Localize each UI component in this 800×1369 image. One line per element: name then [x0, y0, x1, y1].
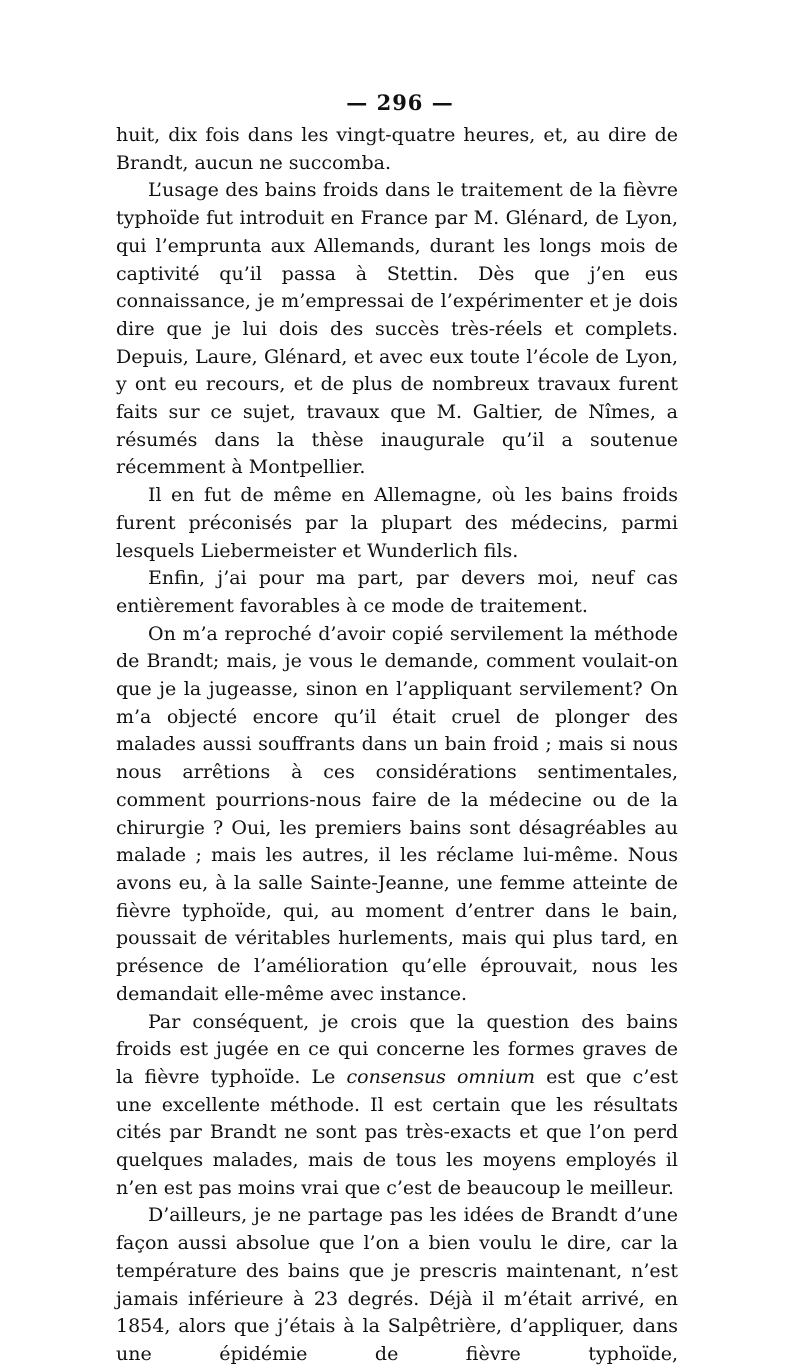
paragraph-4: Enfin, j’ai pour ma part, par devers moi, neuf cas entièrement favorables à ce mode de traitement.	[116, 567, 678, 617]
latin-phrase: consensus omnium	[346, 1065, 535, 1088]
paragraph-2: L’usage des bains froids dans le traitement de la fièvre typhoïde fut introduit en France par M. Glénard, de Lyon, qui l’emprunta aux Allemands, durant les longs mois de captivité qu’il passa à Stettin. Dès que j’en eus connaissance, je m’empressai de l’expérimenter et je dois dire que je lui dois des succès très-réels et complets. Depuis, Laure, Glénard, et avec eux toute l’école de Lyon, y ont eu recours, et de plus de nombreux travaux furent faits sur ce sujet, travaux que M. Galtier, de Nîmes, a résumés dans la thèse inaugurale qu’il a soutenue récemment à Montpellier.	[116, 179, 678, 479]
paragraph-6: Par conséquent, je crois que la question des bains froids est jugée en ce qui concerne les formes graves de la fièvre typhoïde. Le consensus omnium est que c’est une excellente méthode. Il est certain que les résultats cités par Brandt ne sont pas très-exacts et que l’on perd quelques malades, mais de tous les moyens employés il n’en est pas moins vrai que c’est de beaucoup le meilleur.	[116, 1010, 678, 1199]
body-text	[116, 122, 678, 1369]
paragraph-7: D’ailleurs, je ne partage pas les idées de Brandt d’une façon aussi absolue que l’on a bien voulu le dire, car la température des bains que je prescris maintenant, n’est jamais inférieure à 23 degrés. Déjà il m’était arrivé, en 1854, alors que j’étais à la Salpêtrière, d’appliquer, dans une épidémie de fièvre typhoïde,	[116, 1204, 678, 1365]
paragraph-1: huit, dix fois dans les vingt-quatre heures, et, au dire de Brandt, aucun ne succomba.	[116, 124, 678, 174]
page-number: — 296 —	[346, 90, 454, 115]
paragraph-5: On m’a reproché d’avoir copié servilement la méthode de Brandt; mais, je vous le demande, comment voulait-on que je la jugeasse, sinon en l’appliquant servilement? On m’a objecté encore qu’il était cruel de plonger des malades aussi souffrants dans un bain froid ; mais si nous nous arrêtions à ces considérations sentimentales, comment pourrions-nous faire de la médecine ou de la chirurgie ? Oui, les premiers bains sont désagréables au malade ; mais les autres, il les réclame lui-même. Nous avons eu, à la salle Sainte-Jeanne, une femme atteinte de fièvre typhoïde, qui, au moment d’entrer dans le bain, poussait de véritables hurlements, mais qui plus tard, en présence de l’amélioration qu’elle éprouvait, nous les demandait elle-même avec instance.	[116, 622, 678, 1005]
paragraph-3: Il en fut de même en Allemagne, où les bains froids furent préconisés par la plupart des médecins, parmi lesquels Liebermeister et Wunderlich fils.	[116, 484, 678, 562]
